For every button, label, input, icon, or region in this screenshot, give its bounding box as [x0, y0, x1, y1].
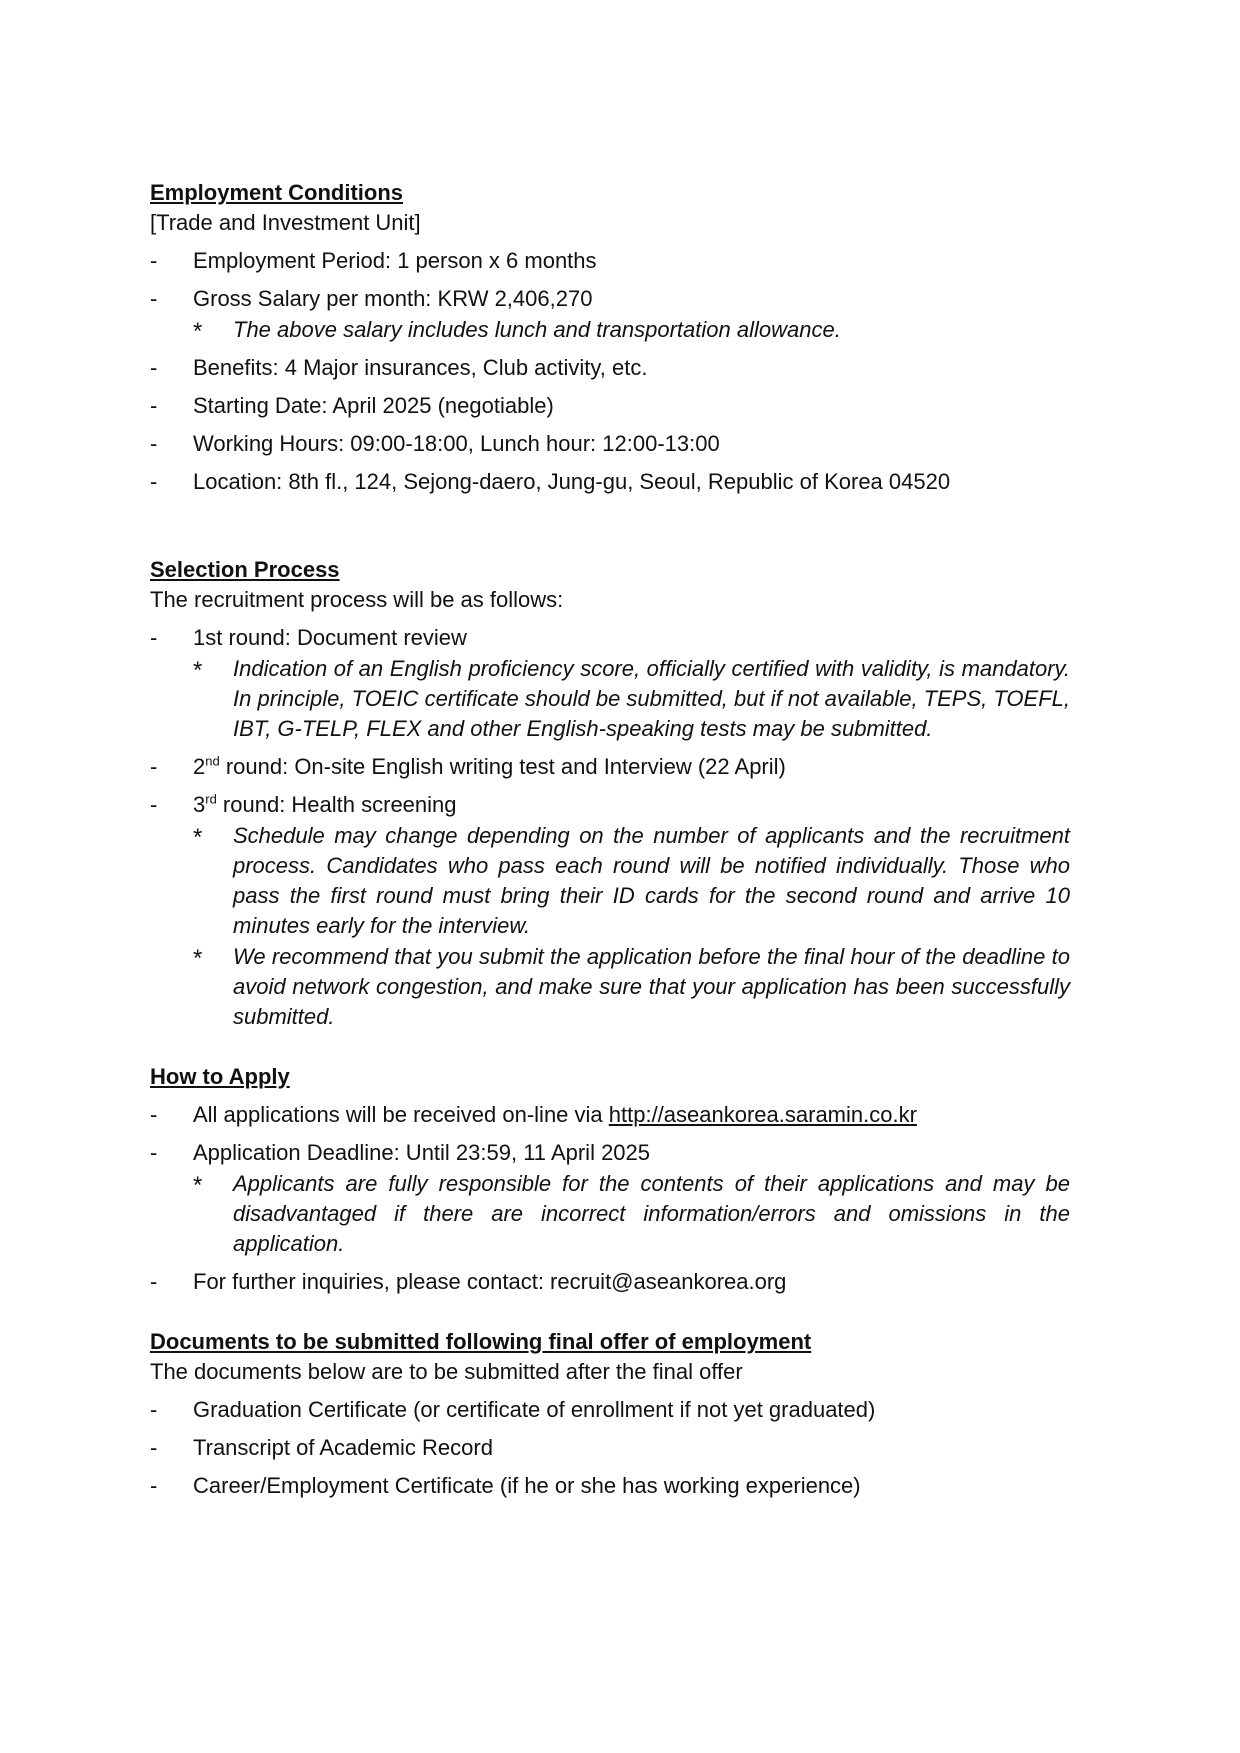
round3-note1-text: Schedule may change depending on the number of applicants and the recruitment process. Candidates who pass each round will be notified individually. Those who pass the first round must bring their ID cards for the second round and arrive 10 minutes early for the interview.: [233, 823, 1070, 938]
list-item: [150, 467, 1090, 497]
dash-marker: -: [150, 355, 158, 380]
asterisk-marker: *: [193, 1172, 203, 1199]
list-item: [150, 1395, 1090, 1425]
unit-label: [Trade and Investment Unit]: [150, 210, 421, 235]
documents-heading: Documents to be submitted following final offer of employment: [150, 1329, 812, 1354]
dash-marker: -: [150, 248, 158, 273]
selection-section: [150, 555, 1090, 1032]
benefits-text: Benefits: 4 Major insurances, Club activity, etc.: [193, 355, 648, 380]
employment-section: [150, 178, 1090, 497]
document-item: Graduation Certificate (or certificate of enrollment if not yet graduated): [193, 1397, 876, 1422]
dash-marker: -: [150, 792, 158, 817]
document-item: Transcript of Academic Record: [193, 1435, 493, 1460]
asterisk-marker: *: [193, 657, 203, 684]
deadline-text: Application Deadline: Until 23:59, 11 April 2025: [193, 1140, 651, 1165]
list-item: [150, 246, 1090, 276]
asterisk-marker: *: [193, 824, 203, 851]
asterisk-marker: *: [193, 318, 203, 345]
dash-marker: -: [150, 625, 158, 650]
list-item: [150, 391, 1090, 421]
documents-section: [150, 1327, 1090, 1501]
round2-text: round: On-site English writing test and Interview (22 April): [219, 754, 786, 779]
deadline-note: [150, 1169, 1090, 1259]
start-date-text: Starting Date: April 2025 (negotiable): [193, 393, 554, 418]
dash-marker: -: [150, 1102, 158, 1127]
dash-marker: -: [150, 1473, 158, 1498]
round3-note-deadline: [150, 942, 1090, 1032]
list-item: [150, 1433, 1090, 1463]
location-text: Location: 8th fl., 124, Sejong-daero, Jung-gu, Seoul, Republic of Korea 04520: [193, 469, 951, 494]
round1-note-text: Indication of an English proficiency score, officially certified with validity, is mandatory. In principle, TOEIC certificate should be submitted, but if not available, TEPS, TOEFL, IBT, G-TELP, FLEX and other English-speaking tests may be submitted.: [233, 656, 1070, 741]
dash-marker: -: [150, 469, 158, 494]
round2-num: 2: [193, 754, 206, 779]
list-item: [150, 1100, 1090, 1130]
list-item: [150, 1471, 1090, 1501]
list-item: [150, 790, 1090, 820]
salary-note: [150, 315, 1090, 345]
round1-note: [150, 654, 1090, 744]
dash-marker: -: [150, 431, 158, 456]
list-item: [150, 1138, 1090, 1168]
document-page: [150, 178, 1090, 1501]
round3-text: round: Health screening: [216, 792, 457, 817]
salary-note-text: The above salary includes lunch and transportation allowance.: [233, 317, 841, 342]
round2-suffix: nd: [205, 753, 220, 769]
selection-heading: Selection Process: [150, 557, 340, 582]
dash-marker: -: [150, 1435, 158, 1460]
selection-intro: The recruitment process will be as follows:: [150, 587, 564, 612]
period-text: Employment Period: 1 person x 6 months: [193, 248, 597, 273]
dash-marker: -: [150, 754, 158, 779]
list-item: [150, 1267, 1090, 1297]
contact-text: For further inquiries, please contact: recruit@aseankorea.org: [193, 1269, 787, 1294]
list-item: [150, 353, 1090, 383]
round3-suffix: rd: [205, 791, 217, 807]
round3-note-schedule: [150, 821, 1090, 941]
documents-intro: The documents below are to be submitted after the final offer: [150, 1359, 743, 1384]
document-item: Career/Employment Certificate (if he or she has working experience): [193, 1473, 861, 1498]
employment-heading: Employment Conditions: [150, 180, 403, 205]
online-text: All applications will be received on-line via: [193, 1102, 609, 1127]
hours-text: Working Hours: 09:00-18:00, Lunch hour: 12:00-13:00: [193, 431, 720, 456]
application-link[interactable]: http://aseankorea.saramin.co.kr: [608, 1102, 917, 1127]
list-item: [150, 284, 1090, 314]
dash-marker: -: [150, 393, 158, 418]
dash-marker: -: [150, 1269, 158, 1294]
dash-marker: -: [150, 1397, 158, 1422]
list-item: [150, 623, 1090, 653]
deadline-note-text: Applicants are fully responsible for the contents of their applications and may be disadvantaged if there are incorrect information/errors and omissions in the application.: [233, 1171, 1070, 1256]
list-item: [150, 429, 1090, 459]
round3-note2-text: We recommend that you submit the application before the final hour of the deadline to avoid network congestion, and make sure that your application has been successfully submitted.: [233, 944, 1070, 1029]
asterisk-marker: *: [193, 945, 203, 972]
salary-text: Gross Salary per month: KRW 2,406,270: [193, 286, 593, 311]
round3-num: 3: [193, 792, 206, 817]
dash-marker: -: [150, 286, 158, 311]
apply-heading: How to Apply: [150, 1064, 290, 1089]
dash-marker: -: [150, 1140, 158, 1165]
apply-section: [150, 1062, 1090, 1297]
list-item: [150, 752, 1090, 782]
round1-text: 1st round: Document review: [193, 625, 467, 650]
